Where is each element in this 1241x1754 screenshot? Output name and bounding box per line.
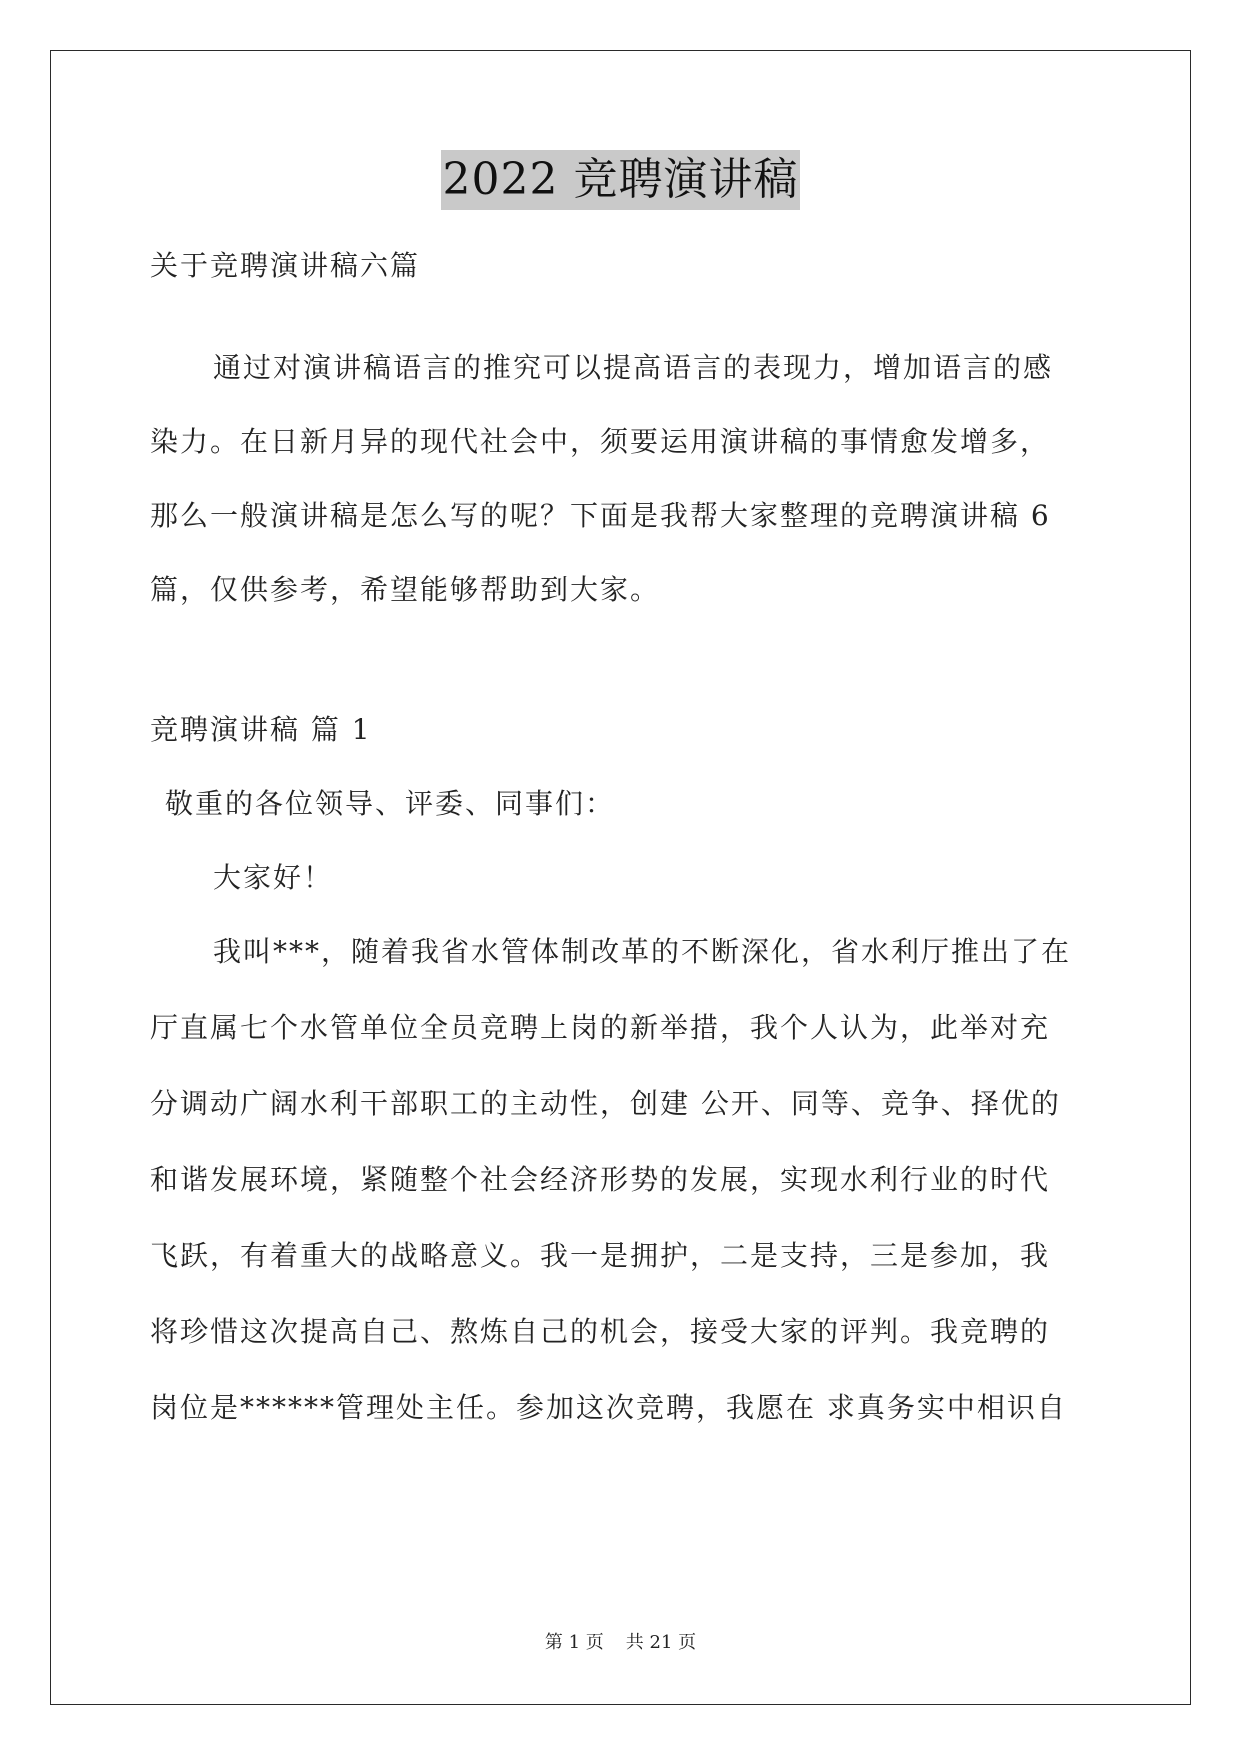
body-line: 分调动广阔水利干部职工的主动性，创建 公开、同等、竞争、择优的 xyxy=(150,1087,1061,1120)
document-title: 2022 竞聘演讲稿 xyxy=(441,150,801,210)
subtitle: 关于竞聘演讲稿六篇 xyxy=(150,249,421,282)
body-line: 和谐发展环境，紧随整个社会经济形势的发展，实现水利行业的时代 xyxy=(150,1163,1051,1196)
intro-line: 通过对演讲稿语言的推究可以提高语言的表现力，增加语言的感 xyxy=(213,351,1054,384)
title-container xyxy=(0,150,1241,210)
greeting: 大家好！ xyxy=(213,861,334,894)
body-line: 岗位是******管理处主任。参加这次竞聘，我愿在 求真务实中相识自 xyxy=(150,1391,1067,1424)
section-heading: 竞聘演讲稿 篇 1 xyxy=(150,713,372,746)
page-number: 第 1 页 xyxy=(544,1632,604,1653)
body-line: 厅直属七个水管单位全员竞聘上岗的新举措，我个人认为，此举对充 xyxy=(150,1011,1051,1044)
body-line: 我叫***，随着我省水管体制改革的不断深化，省水利厅推出了在 xyxy=(213,935,1072,968)
intro-line: 篇，仅供参考，希望能够帮助到大家。 xyxy=(150,573,661,606)
page-footer xyxy=(0,1628,1241,1654)
salutation: 敬重的各位领导、评委、同事们： xyxy=(165,787,616,820)
body-line: 飞跃，有着重大的战略意义。我一是拥护，二是支持，三是参加，我 xyxy=(150,1239,1051,1272)
body-line: 将珍惜这次提高自己、熬炼自己的机会，接受大家的评判。我竞聘的 xyxy=(150,1315,1051,1348)
intro-line: 那么一般演讲稿是怎么写的呢？下面是我帮大家整理的竞聘演讲稿 6 xyxy=(150,499,1051,532)
intro-line: 染力。在日新月异的现代社会中，须要运用演讲稿的事情愈发增多， xyxy=(150,425,1051,458)
page-total: 共 21 页 xyxy=(625,1632,697,1653)
